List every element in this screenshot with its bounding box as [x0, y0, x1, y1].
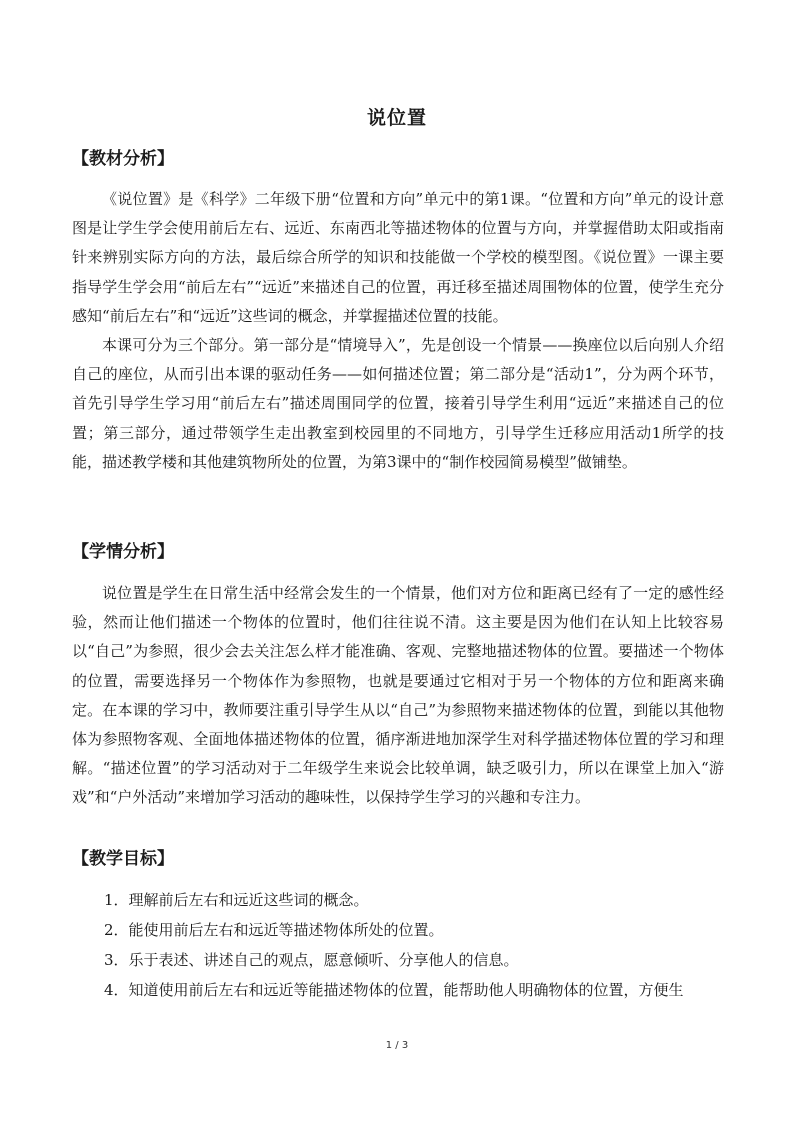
paragraph: 本课可分为三个部分。第一部分是“情境导入”，先是创设一个情景——换座位以后向别人介绍自己的座位，从而引出本课的驱动任务——如何描述位置；第二部分是“活动1”，分为两个环节，首先引导学生学习用“前后左右”描述周围同学的位置，接着引导学生利用“远近”来描述自己的位置；第三部分，通过带领学生走出教室到校园里的不同地方，引导学生迁移应用活动1所学的技能，描述教学楼和其他建筑物所处的位置，为第3课中的“制作校园简易模型”做铺垫。	[72, 336, 724, 471]
section-body-textbook	[72, 185, 724, 477]
goals-list	[104, 885, 724, 1005]
list-item: 1．理解前后左右和远近这些词的概念。	[104, 891, 369, 909]
section-heading-textbook: 【教材分析】	[72, 149, 174, 169]
paragraph: 说位置是学生在日常生活中经常会发生的一个情景，他们对方位和距离已经有了一定的感性经验，然而让他们描述一个物体的位置时，他们往往说不清。这主要是因为他们在认知上比较容易以“自己”为参照，很少会去关注怎么样才能准确、客观、完整地描述物体的位置。要描述一个物体的位置，需要选择另一个物体作为参照物，也就是要通过它相对于另一个物体的方位和距离来确定。在本课的学习中，教师要注重引导学生从以“自己”为参照物来描述物体的位置，到能以其他物体为参照物客观、全面地体描述物体的位置，循序渐进地加深学生对科学描述物体位置的学习和理解。“描述位置”的学习活动对于二年级学生来说会比较单调，缺乏吸引力，所以在课堂上加入“游戏”和“户外活动”来增加学习活动的趣味性，以保持学生学习的兴趣和专注力。	[72, 584, 724, 807]
list-item: 4．知道使用前后左右和远近等能描述物体的位置，能帮助他人明确物体的位置，方便生	[104, 981, 684, 999]
list-item: 3．乐于表述、讲述自己的观点，愿意倾听、分享他人的信息。	[104, 951, 519, 969]
paragraph: 《说位置》是《科学》二年级下册“位置和方向”单元中的第1课。“位置和方向”单元的设计意图是让学生学会使用前后左右、远近、东南西北等描述物体的位置与方向，并掌握借助太阳或指南针来辨别实际方向的方法，最后综合所学的知识和技能做一个学校的模型图。《说位置》一课主要指导学生学会用“前后左右”“远近”来描述自己的位置，再迁移至描述周围物体的位置，使学生充分感知“前后左右”和“远近”这些词的概念，并掌握描述位置的技能。	[72, 190, 724, 325]
section-heading-goals: 【教学目标】	[72, 849, 174, 869]
list-item: 2．能使用前后左右和远近等描述物体所处的位置。	[104, 921, 444, 939]
section-heading-students: 【学情分析】	[72, 542, 174, 562]
section-body-students	[72, 579, 724, 813]
page-number: 1 / 3	[385, 1040, 409, 1051]
document-title: 说位置	[366, 107, 427, 129]
